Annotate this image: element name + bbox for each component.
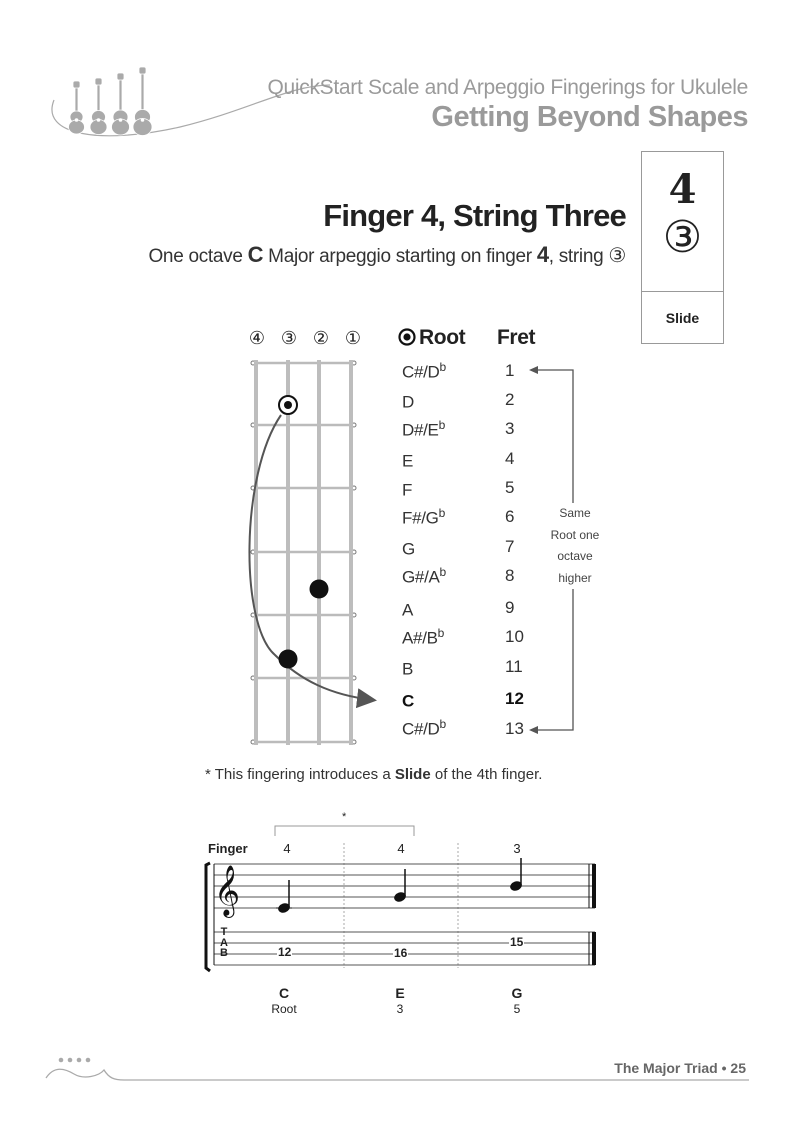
note-degree: 3 [396,1002,404,1016]
page-title: Finger 4, String Three [323,198,626,233]
page-subtitle [148,242,626,268]
footer: The Major Triad • 25 [614,1060,746,1076]
fret-row-note: $A\#/B^b$ [402,626,445,648]
fret-row-number: 9 [505,598,515,617]
fret-row-number: 3 [505,419,515,438]
fret-row-number: 6 [505,507,515,526]
fret-row-note: F [402,480,413,500]
tab-clef: T A B [220,926,228,959]
footnote-bold: Slide [394,766,431,783]
root-header [398,326,465,350]
fret-row-number-highlight: 12 [505,689,524,708]
fret-row-note: G [402,539,415,559]
string-label-3: ③ [280,328,298,349]
fret-row-note: $D\#/E^b$ [402,418,445,440]
finger-number: 4 [397,841,405,856]
page-number: 25 [730,1060,746,1076]
tab-number: 15 [510,935,524,949]
fret-row-number: 4 [505,449,515,468]
subtitle-middle: Major arpeggio starting on finger [263,246,537,267]
treble-clef-icon: 𝄞 [214,865,241,916]
fret-row-number: 11 [505,657,523,676]
slide-arrow [249,415,373,700]
tab-divider [642,291,723,292]
finger-number: 3 [513,841,521,856]
series-title: QuickStart Scale and Arpeggio Fingerings for Ukulele [267,76,748,99]
fret-row-note: $C\#/D^b$ [402,360,446,382]
string-label-2: ② [312,328,330,349]
fret-row-number: 10 [505,627,524,646]
fret-row-number: 5 [505,478,515,497]
slide-mark: * [342,811,347,823]
fret-row-note: $F\#/G^b$ [402,506,445,528]
fret-row-note: B [402,659,414,679]
fret-row-note: A [402,600,414,620]
fret-row-note-highlight: C [402,691,414,711]
fret-row-number: 13 [505,719,524,738]
circle-dot-icon [398,328,416,346]
subtitle-finger: 4 [536,242,549,267]
subtitle-prefix: One octave [148,246,248,267]
fingering-tab [641,151,724,344]
fret-row-number: 8 [505,566,515,585]
fret-row-note: E [402,451,414,471]
fret-row-note: $G\#/A^b$ [402,565,446,587]
octave-note: Same Root one octave higher [545,503,605,589]
subtitle-key: C [247,242,264,267]
note-name: G [511,985,523,1001]
third-note-marker [279,650,298,669]
note-degree: 5 [513,1002,521,1016]
fret-row-number: 1 [505,361,515,380]
root-header-label: Root [419,326,466,349]
fret-row-note: D [402,392,414,412]
slide-bracket [275,826,414,836]
tab-technique: Slide [665,310,700,326]
footnote: * This fingering introduces a Slide of the 4th finger. [205,766,543,783]
finger-number: 4 [283,841,291,856]
system-brace [206,863,210,971]
fret-row-note: $C\#/D^b$ [402,717,446,739]
fret-header: Fret [497,326,536,349]
fretboard-diagram [240,355,420,750]
fifth-note-marker [310,580,329,599]
string-label-1: ① [344,328,362,349]
subtitle-suffix: , string [548,246,609,267]
note-name: C [278,985,290,1001]
tab-finger-number: 4 [668,166,697,213]
subtitle-string: ③ [608,243,626,267]
book-title: Getting Beyond Shapes [431,101,748,133]
tab-number: 16 [394,946,408,960]
fret-row-number: 2 [505,390,515,409]
tab-string-number: ③ [662,212,703,263]
finger-row-label: Finger [208,841,248,856]
fret-row-number: 7 [505,537,515,556]
footer-section: The Major Triad [614,1060,718,1076]
note-name: E [395,985,405,1001]
tab-number: 12 [278,945,292,959]
note-degree: Root [271,1002,297,1016]
string-label-4: ④ [248,328,266,349]
